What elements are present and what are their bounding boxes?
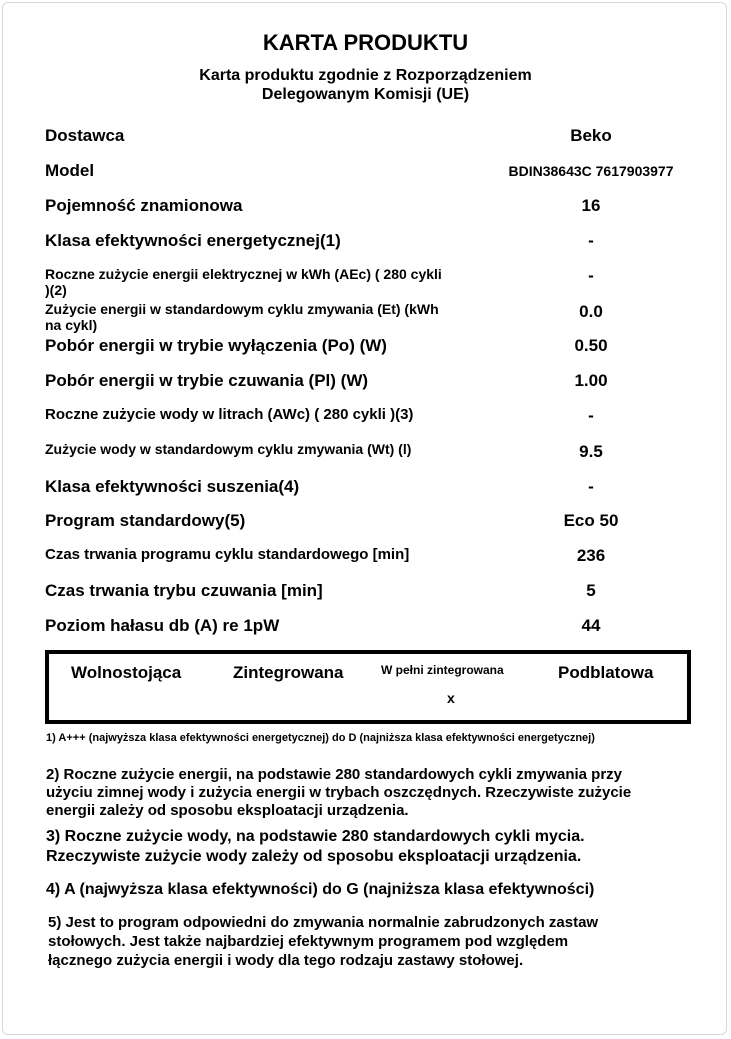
row-value: 16 (581, 196, 601, 215)
note-2-line-2: użyciu zimnej wody i zużycia energii w trybach oszczędnych. Rzeczywiste zużycie (46, 784, 632, 801)
row-value: 236 (576, 546, 606, 565)
note-3 (46, 827, 696, 867)
note-4: 4) A (najwyższa klasa efektywności) do G (najniższa klasa efektywności) (46, 881, 595, 898)
row-label (45, 301, 439, 333)
row-value: 0.0 (579, 302, 603, 321)
installation-freestanding: Wolnostojąca (71, 663, 182, 682)
note-1: 1) A+++ (najwyższa klasa efektywności energetycznej) do D (najniższa klasa efektywności energetycznej) (46, 732, 595, 744)
row-value: - (588, 406, 594, 425)
row-value: - (588, 266, 594, 285)
row-value: BDIN38643C 7617903977 (508, 163, 674, 179)
row-label: Program standardowy(5) (45, 511, 246, 530)
note-2-line-1: 2) Roczne zużycie energii, na podstawie 280 standardowych cykli zmywania przy (46, 766, 623, 783)
subtitle-line-1: Karta produktu zgodnie z Rozporządzeniem (199, 67, 532, 84)
note-5-line-2: stołowych. Jest także najbardziej efektywnym programem pod względem (48, 933, 569, 950)
row-label-line-2: )(2) (45, 282, 67, 298)
row-value: 1.00 (574, 371, 608, 390)
note-3-line-2: Rzeczywiste zużycie wody zależy od sposobu eksploatacji urządzenia. (46, 848, 582, 865)
row-label (45, 266, 442, 298)
note-5-line-3: łącznego zużycia energii i wody dla tego rodzaju zastawy stołowej. (48, 952, 524, 969)
row-label: Czas trwania trybu czuwania [min] (45, 581, 323, 600)
subtitle-line-2: Delegowanym Komisji (UE) (261, 86, 470, 103)
installation-mark: x (447, 690, 455, 706)
row-label: Czas trwania programu cyklu standardowego [min] (45, 546, 410, 563)
row-value: Eco 50 (563, 511, 619, 530)
row-label-line-2: na cykl) (45, 317, 98, 333)
note-5-line-1: 5) Jest to program odpowiedni do zmywania normalnie zabrudzonych zastaw (48, 914, 599, 931)
installation-built-under: Podblatowa (558, 663, 654, 682)
row-value: Beko (570, 126, 612, 145)
row-label: Klasa efektywności energetycznej(1) (45, 231, 341, 250)
note-3-line-1: 3) Roczne zużycie wody, na podstawie 280 standardowych cykli mycia. (46, 828, 585, 845)
row-label: Roczne zużycie wody w litrach (AWc) ( 280 cykli )(3) (45, 406, 414, 423)
row-label: Poziom hałasu db (A) re 1pW (45, 616, 280, 635)
installation-fully-integrated: W pełni zintegrowana (381, 663, 504, 677)
page-title: KARTA PRODUKTU (262, 30, 469, 55)
row-label: Model (45, 161, 95, 180)
note-2-line-3: energii zależy od sposobu eksploatacji urządzenia. (46, 802, 409, 819)
row-label: Pojemność znamionowa (45, 196, 243, 215)
row-value: 0.50 (574, 336, 608, 355)
page-subtitle (0, 66, 731, 104)
row-label: Pobór energii w trybie wyłączenia (Po) (W) (45, 336, 387, 355)
installation-type-box (45, 650, 691, 724)
row-label: Dostawca (45, 126, 125, 145)
note-5 (48, 913, 698, 970)
note-2 (46, 766, 696, 820)
row-value: - (588, 231, 594, 250)
row-label: Pobór energii w trybie czuwania (Pl) (W) (45, 371, 369, 390)
row-value: 9.5 (579, 442, 603, 461)
installation-integrated: Zintegrowana (233, 663, 344, 682)
row-value: 44 (581, 616, 601, 635)
row-value: 5 (586, 581, 596, 600)
row-label-line-1: Zużycie energii w standardowym cyklu zmywania (Et) (kWh (45, 301, 439, 317)
row-label-line-1: Roczne zużycie energii elektrycznej w kWh (AEc) ( 280 cykli (45, 266, 442, 282)
row-label: Zużycie wody w standardowym cyklu zmywania (Wt) (l) (45, 441, 412, 457)
row-label: Klasa efektywności suszenia(4) (45, 477, 300, 496)
row-value: - (588, 477, 594, 496)
